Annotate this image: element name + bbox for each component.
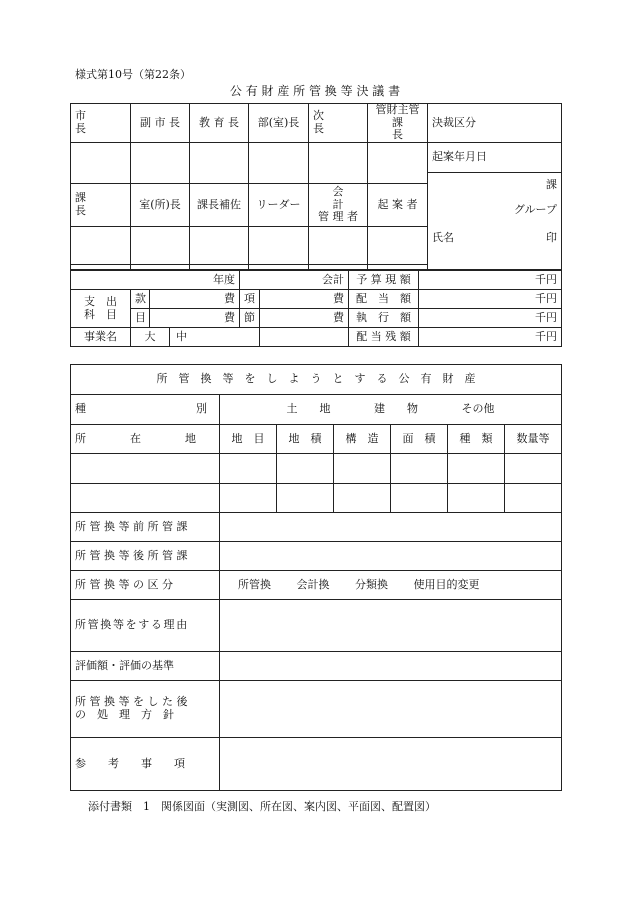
table-cell[interactable] <box>505 454 562 484</box>
stamp-box[interactable] <box>249 226 309 264</box>
table-cell[interactable] <box>505 484 562 513</box>
stamp-box[interactable] <box>368 142 428 183</box>
stamp-label-superintendent: 教 育 長 <box>190 104 249 143</box>
stamp-label-department-head: 部(室)長 <box>249 104 309 143</box>
before-section-input[interactable] <box>220 513 562 542</box>
valuation-label: 評価額・評価の基準 <box>71 652 220 681</box>
col-structure: 構 造 <box>334 425 391 454</box>
chu-label: 中 <box>170 328 260 347</box>
budget-current-unit: 千円 <box>419 271 562 290</box>
col-kind: 種 類 <box>448 425 505 454</box>
remarks-input[interactable] <box>220 738 562 791</box>
type-options <box>220 395 562 425</box>
table-cell[interactable] <box>448 454 505 484</box>
col-land-area: 地 積 <box>277 425 334 454</box>
table-cell[interactable] <box>391 484 448 513</box>
reason-label: 所管換等をする理由 <box>71 600 220 652</box>
moku-label: 目 <box>131 309 150 328</box>
stamp-label-mayor: 市 長 <box>71 104 131 143</box>
stamp-label-section-chief: 課 長 <box>71 183 131 226</box>
remarks-label: 参 考 事 項 <box>71 738 220 791</box>
stamp-box[interactable] <box>71 226 131 264</box>
fiscal-year-label: 年度 <box>71 271 240 290</box>
table-cell[interactable] <box>277 484 334 513</box>
setsu-hi-label: 費 <box>280 309 349 328</box>
table-cell[interactable] <box>448 484 505 513</box>
property-table <box>70 364 562 791</box>
table-cell[interactable] <box>391 454 448 484</box>
stamp-label-deputy-director: 次 長 <box>309 104 368 143</box>
kan-hi-label: 費 <box>170 290 240 309</box>
name-seal-row <box>432 232 557 245</box>
type-label: 種 別 <box>71 395 220 425</box>
stamp-box[interactable] <box>190 142 249 183</box>
stamp-box[interactable] <box>131 142 190 183</box>
kind-account[interactable]: 会計換 <box>296 577 330 591</box>
moku-hi-label: 費 <box>170 309 240 328</box>
table-cell[interactable] <box>334 484 391 513</box>
setsu-input[interactable] <box>260 309 280 328</box>
table-cell[interactable] <box>71 484 220 513</box>
moku-input[interactable] <box>150 309 170 328</box>
stamp-box[interactable] <box>71 142 131 183</box>
stamp-label-property-manager <box>368 103 436 143</box>
budget-table <box>70 270 562 347</box>
kind-jurisdiction[interactable]: 所管換 <box>238 577 271 591</box>
expenditure-item-label <box>71 290 131 328</box>
kou-label: 項 <box>240 290 260 309</box>
allotment-label: 配 当 額 <box>349 290 419 309</box>
project-name-label: 事業名 <box>71 328 131 347</box>
table-cell[interactable] <box>277 454 334 484</box>
disposal-policy-input[interactable] <box>220 681 562 738</box>
disposal-policy-label <box>71 681 220 738</box>
approval-table <box>70 103 562 270</box>
stamp-box[interactable] <box>368 226 428 264</box>
disposal-line1: 所 管 換 等 を し た 後 <box>75 695 188 709</box>
after-section-label: 所 管 換 等 後 所 管 課 <box>71 542 220 571</box>
expenditure-line2: 科 目 <box>84 307 117 321</box>
stamp-label-assistant-chief: 課長補佐 <box>190 183 249 226</box>
type-land[interactable]: 土 地 <box>286 402 331 416</box>
col-land-category: 地 目 <box>220 425 277 454</box>
name-label: 氏名 <box>432 231 454 245</box>
stamp-label-deputy-mayor: 副 市 長 <box>131 104 190 143</box>
location-label: 所 在 地 <box>71 425 220 454</box>
property-heading: 所 管 換 等 を し よ う と す る 公 有 財 産 <box>71 365 562 395</box>
stamp-box[interactable] <box>249 142 309 183</box>
before-section-label: 所 管 換 等 前 所 管 課 <box>71 513 220 542</box>
stamp-box[interactable] <box>309 226 368 264</box>
execution-unit: 千円 <box>419 309 562 328</box>
expenditure-line1: 支 出 <box>84 294 117 308</box>
kessai-kubun-label: 決裁区分 <box>428 104 562 143</box>
manager-line1: 管財主管 <box>375 103 420 116</box>
dai-label: 大 <box>131 328 170 347</box>
col-quantity: 数量等 <box>505 425 562 454</box>
table-cell[interactable] <box>220 484 277 513</box>
kian-date-label: 起案年月日 <box>428 142 562 172</box>
account-label: 会計 <box>240 271 349 290</box>
table-cell[interactable] <box>334 454 391 484</box>
stamp-label-drafter: 起 案 者 <box>368 183 428 226</box>
kou-hi-label: 費 <box>280 290 349 309</box>
after-section-input[interactable] <box>220 542 562 571</box>
table-cell[interactable] <box>71 454 220 484</box>
transfer-kind-label: 所 管 換 等 の 区 分 <box>71 571 220 600</box>
seal-label: 印 <box>546 231 557 245</box>
execution-label: 執 行 額 <box>349 309 419 328</box>
type-building[interactable]: 建 物 <box>374 402 419 416</box>
type-other[interactable]: その他 <box>461 402 495 416</box>
kan-input[interactable] <box>150 290 170 309</box>
setsu-label: 節 <box>240 309 260 328</box>
allotment-unit: 千円 <box>419 290 562 309</box>
kan-label: 款 <box>131 290 150 309</box>
stamp-label-accounting-manager <box>309 183 377 226</box>
accounting-line1: 会 計 <box>332 184 377 211</box>
stamp-box[interactable] <box>309 142 368 183</box>
disposal-line2: の 処 理 方 針 <box>75 708 174 721</box>
stamp-box[interactable] <box>190 226 249 264</box>
budget-current-label: 予 算 現 額 <box>349 271 419 290</box>
stamp-label-office-head: 室(所)長 <box>131 183 190 226</box>
manager-line2: 課 長 <box>392 115 436 142</box>
table-cell[interactable] <box>220 454 277 484</box>
remaining-label: 配 当 残 額 <box>349 328 419 347</box>
remaining-unit: 千円 <box>419 328 562 347</box>
form-number: 様式第10号（第22条） <box>75 68 191 81</box>
accounting-line2: 管 理 者 <box>318 210 358 224</box>
valuation-input[interactable] <box>220 652 562 681</box>
stamp-box[interactable] <box>131 226 190 264</box>
ka-label: 課 <box>546 177 557 191</box>
reason-input[interactable] <box>220 600 562 652</box>
group-label: グループ <box>513 202 557 216</box>
transfer-kind-options <box>220 571 562 600</box>
kind-classification[interactable]: 分類換 <box>355 577 388 591</box>
col-floor-area: 面 積 <box>391 425 448 454</box>
drafter-info-cell[interactable] <box>428 172 562 269</box>
kind-purpose[interactable]: 使用目的変更 <box>413 577 480 591</box>
attachments-note: 添付書類 1 関係図面（実測図、所在図、案内図、平面図、配置図） <box>88 800 436 813</box>
stamp-label-leader: リーダー <box>249 183 309 226</box>
kou-input[interactable] <box>260 290 280 309</box>
project-name-input[interactable] <box>260 328 349 347</box>
form-title: 公 有 財 産 所 管 換 等 決 議 書 <box>229 84 401 98</box>
